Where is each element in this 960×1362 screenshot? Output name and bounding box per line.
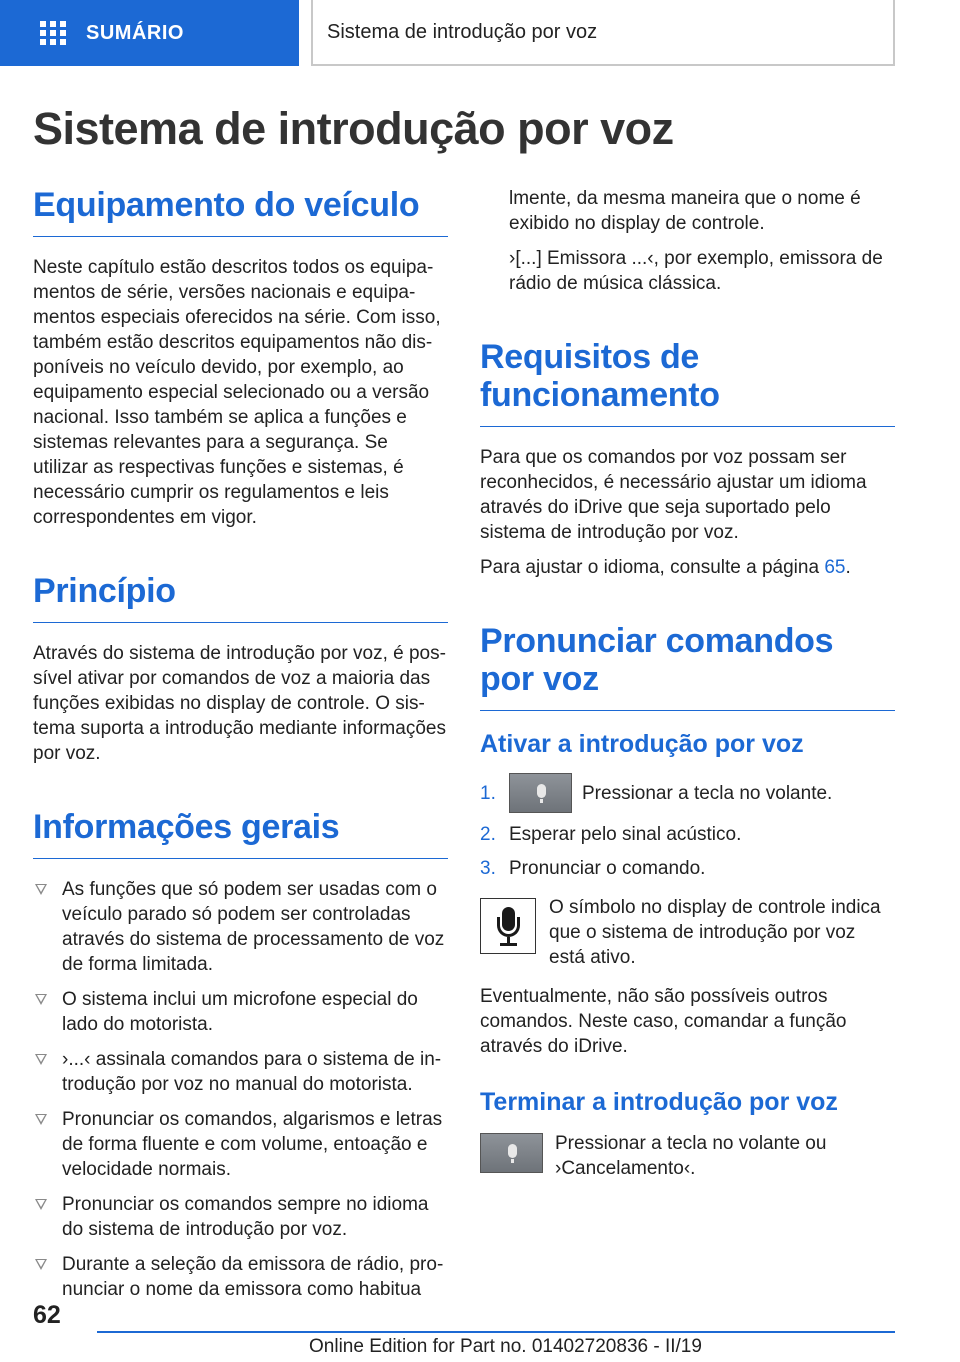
triangle-bullet-icon bbox=[35, 1114, 47, 1125]
sumario-button[interactable] bbox=[0, 0, 299, 66]
heading-ativar: Ativar a introdução por voz bbox=[480, 730, 804, 758]
list-item: ›...‹ assinala comandos para o sistema de introdução por voz no manual do motorista. bbox=[33, 1047, 448, 1097]
triangle-bullet-icon bbox=[35, 1199, 47, 1210]
bullet-continuation: lmente, da mesma maneira que o nome é exibido no display de controle. bbox=[509, 188, 861, 234]
equipamento-text: Neste capítulo estão descritos todos os equipamentos de série, versões nacionais e equipamentos especiais oferecidos na série. Com isso, também estão descritos equipamentos não disponíveis no veículo devido, por exemplo, ao equipamento especial selecionado ou a versão nacional. Isso também se aplica a funções e sistemas relevantes para a segurança. Se utilizar as respectivas funções e sistemas, é necessário cumprir os regulamentos e leis correspondentes em vigor. bbox=[33, 257, 441, 528]
right-column bbox=[480, 186, 895, 1181]
step-item: 2. Esperar pelo sinal acústico. bbox=[480, 824, 742, 845]
footer-divider bbox=[97, 1331, 895, 1333]
requisitos-text: Para que os comandos por voz possam ser reconhecidos, é necessário ajustar um idioma através do iDrive que seja suportado pelo sistema de introdução por voz. bbox=[480, 447, 867, 543]
chapter-tab[interactable]: Sistema de introdução por voz bbox=[311, 0, 895, 66]
list-item: Pronunciar os comandos sempre no idioma do sistema de introdução por voz. bbox=[33, 1192, 448, 1242]
steps-list bbox=[480, 773, 895, 881]
list-item: As funções que só podem ser usadas com o veículo parado só podem ser controladas através do sistema de processamento de voz de forma limitada. bbox=[33, 877, 448, 977]
info-bullet-list bbox=[33, 877, 448, 1302]
list-item: Pronunciar os comandos, algarismos e letras de forma fluente e com volume, entoação e velocidade normais. bbox=[33, 1107, 448, 1182]
grid-icon bbox=[40, 21, 66, 45]
heading-informacoes: Informações gerais bbox=[33, 808, 448, 859]
heading-pronunciar: Pronunciar comandos por voz bbox=[480, 622, 895, 711]
heading-principio: Princípio bbox=[33, 572, 448, 623]
left-column bbox=[33, 186, 448, 1312]
list-item: O sistema inclui um microfone especial do lado do motorista. bbox=[33, 987, 448, 1037]
eventual-text: Eventualmente, não são possíveis outros comandos. Neste caso, comandar a função através do iDrive. bbox=[480, 986, 847, 1057]
heading-terminar: Terminar a introdução por voz bbox=[480, 1088, 838, 1116]
sumario-label: SUMÁRIO bbox=[86, 21, 184, 44]
microphone-icon bbox=[480, 898, 536, 954]
heading-equipamento: Equipamento do veículo bbox=[33, 186, 448, 237]
heading-requisitos: Requisitos de funcionamento bbox=[480, 338, 895, 427]
page-title: Sistema de introdução por voz bbox=[33, 103, 674, 154]
end-text: Pressionar a tecla no volante ou ›Cancelamento‹. bbox=[555, 1133, 827, 1179]
end-note bbox=[480, 1131, 895, 1181]
page-number: 62 bbox=[33, 1301, 61, 1329]
example-text: ›[...] Emissora ...‹, por exemplo, emissora de rádio de música clássica. bbox=[509, 248, 883, 294]
symbol-text: O símbolo no display de controle indica que o sistema de introdução por voz está ativo. bbox=[549, 897, 881, 968]
principio-text: Através do sistema de introdução por voz, é possível ativar por comandos de voz a maioria das funções exibidas no display de controle. O sistema suporta a introdução mediante informações por voz. bbox=[33, 643, 446, 764]
step-item: 1. Pressionar a tecla no volante. bbox=[480, 773, 895, 813]
page-link[interactable]: 65 bbox=[824, 557, 846, 578]
symbol-note bbox=[480, 895, 895, 970]
requisitos-ref: Para ajustar o idioma, consulte a página 65. bbox=[480, 557, 851, 578]
triangle-bullet-icon bbox=[35, 994, 47, 1005]
steering-voice-button-icon bbox=[509, 773, 572, 813]
list-item: Durante a seleção da emissora de rádio, pronunciar o nome da emissora como habitua bbox=[33, 1252, 448, 1302]
steering-voice-button-icon bbox=[480, 1133, 543, 1173]
top-bar bbox=[0, 0, 960, 66]
triangle-bullet-icon bbox=[35, 1054, 47, 1065]
footer-edition: Online Edition for Part no. 01402720836 - II/19 bbox=[309, 1336, 702, 1357]
triangle-bullet-icon bbox=[35, 884, 47, 895]
triangle-bullet-icon bbox=[35, 1259, 47, 1270]
step-item: 3. Pronunciar o comando. bbox=[480, 858, 706, 879]
